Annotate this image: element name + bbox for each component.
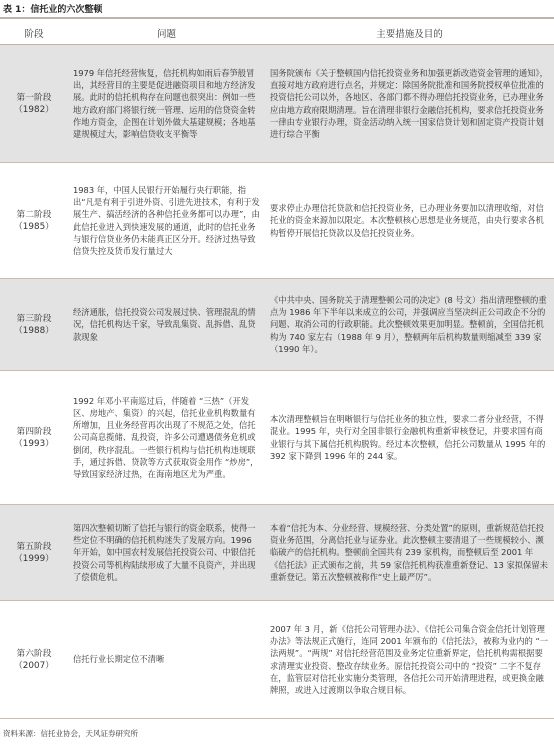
stage-year: （1985） — [14, 221, 54, 232]
table-header-row — [0, 21, 554, 45]
stage-cell — [0, 279, 68, 371]
problem-cell: 1979 年信托经营恢复，信托机构如雨后春笋般冒出，其经营目的主要是促进融资项目和地方经济发展。此时的信托机构存在问题也很突出：例如一些地方政府部门将银行统一管理、运用的信贷资金转作地方资金，企图在计划外做大基建规模；各地基建规模过大，影响信贷收支平衡等 — [68, 45, 265, 163]
table-row — [0, 279, 554, 371]
header-stage: 阶段 — [0, 21, 68, 45]
measures-cell: 国务院颁布《关于整顿国内信托投资业务和加强更新改造资金管理的通知》，直接对地方政府进行点名，并规定：除国务院批准和国务院授权单位批准的投资信托公司以外，各地区、各部门都不得办理信托投资业务，已办理业务应由地方政府限期清理。旨在清理非银行金融信托机构，要求信托投资业务一律由专业银行办理，资金活动纳入统一国家信贷计划和固定资产投资计划进行综合平衡 — [265, 45, 554, 163]
stage-cell — [0, 601, 68, 719]
measures-cell: 2007 年 3 月，新《信托公司管理办法》、《信托公司集合资金信托计划管理办法》等法规正式施行，连同 2001 年颁布的《信托法》，被称为业内的 “一法两规”。“两规” 对信托经营范围及业务定位重新界定，信托机构需根据要求清理实业投资、整改存续业务。原信托投资公司中的 “投资” 二字不复存在，监管层对信托业实施分类管理，各信托公司开始清理进程，或更换金融牌照，或进入过渡期以争取合规目标。 — [265, 601, 554, 719]
table-title: 表 1：信托业的六次整顿 — [3, 5, 103, 15]
problem-cell: 1992 年邓小平南巡过后，伴随着 “三热”（开发区、房地产、集资）的兴起，信托业业机构数量有所增加，且业务经营再次出现了不规范之处，信托公司高息揽储、乱投资，许多公司遭遇债务危机或倒闭，秩序混乱。一些银行机构与信托机构违规联手，通过拆借、贷款等方式获取资金用作 “炒房”，导致国家经济过热，在海南地区尤为严重。 — [68, 371, 265, 505]
problem-cell: 经济通胀，信托投资公司发展过快、管理混乱的情况，信托机构达千家，导致乱集资、乱拆借、乱贷款现象 — [68, 279, 265, 371]
measures-cell: 本着“信托为本、分业经营、规模经营、分类处置”的原则，重新规范信托投资业务范围，分离信托业与证券业。此次整顿主要清退了一些规模较小、濒临破产的信托机构。整顿前全国共有 239 家机构，而整顿后至 2001 年《信托法》正式颁布之前，共 59 家信托机构获准重新登记、13 家拟保留未重新登记。第五次整顿被称作“史上最严厉”。 — [265, 505, 554, 601]
rectification-table — [0, 21, 554, 719]
measures-cell: 《中共中央、国务院关于清理整顿公司的决定》(8 号文）指出清理整顿的重点为 1986 年下半年以来成立的公司，并强调应当坚决纠正公司政企不分的问题、取消公司的行政职能。此次整顿效果更加明显。整顿前，全国信托机构为 740 家左右（1988 年 9 月），整顿两年后机构数量则缩减至 339 家（1990 年）。 — [265, 279, 554, 371]
stage-year: （1993） — [14, 438, 54, 449]
stage-name: 第四阶段 — [16, 426, 52, 437]
top-rule — [0, 17, 554, 19]
stage-name: 第一阶段 — [16, 92, 52, 103]
stage-cell — [0, 505, 68, 601]
header-problem: 问题 — [68, 21, 265, 45]
problem-cell: 1983 年，中国人民银行开始履行央行职能，指出“凡是有利于引进外资、引进先进技术，有利于发展生产、搞活经济的各种信托业务都可以办理”，由此信托业进入到快速发展的通道，此时的信托业务与银行信贷业务仍未能真正区分开。经济过热导致信贷失控及货币发行量过大 — [68, 163, 265, 279]
measures-cell: 本次清理整顿旨在明晰银行与信托业务的独立性，要求二者分业经营，不得混业。1995 年，央行对全国非银行金融机构重新审核登记，并要求国有商业银行与其下属信托机构脱钩。经过本次整顿，信托公司数量从 1995 年的 392 家下降到 1996 年的 244 家。 — [265, 371, 554, 505]
table-row — [0, 163, 554, 279]
problem-cell: 第四次整顿切断了信托与银行的资金联系，使得一些定位不明确的信托机构迷失了发展方向。1996 年开始，如中国农村发展信托投资公司、中银信托投资公司等机构陆续形成了大量不良资产，并出现了偿债危机。 — [68, 505, 265, 601]
table-row — [0, 601, 554, 719]
stage-year: （2007） — [14, 660, 54, 671]
stage-name: 第六阶段 — [16, 648, 52, 659]
stage-cell — [0, 163, 68, 279]
stage-name: 第三阶段 — [16, 313, 52, 324]
header-measures: 主要措施及目的 — [265, 21, 554, 45]
stage-cell — [0, 45, 68, 163]
stage-cell — [0, 371, 68, 505]
stage-year: （1982） — [14, 104, 54, 115]
problem-cell: 信托行业长期定位不清晰 — [68, 601, 265, 719]
table-row — [0, 505, 554, 601]
measures-cell: 要求停止办理信托贷款和信托投资业务，已办理业务要加以清理收缩，对信托业的资金来源加以限定。本次整顿核心思想是业务规范，由央行要求各机构暂停开展信托贷款以及信托投资业务。 — [265, 163, 554, 279]
source-note: 资料来源：信托业协会，天风证券研究所 — [3, 729, 138, 738]
stage-name: 第五阶段 — [16, 541, 52, 552]
table-row — [0, 371, 554, 505]
table-row — [0, 45, 554, 163]
stage-year: （1999） — [14, 553, 54, 564]
stage-name: 第二阶段 — [16, 209, 52, 220]
stage-year: （1988） — [14, 325, 54, 336]
